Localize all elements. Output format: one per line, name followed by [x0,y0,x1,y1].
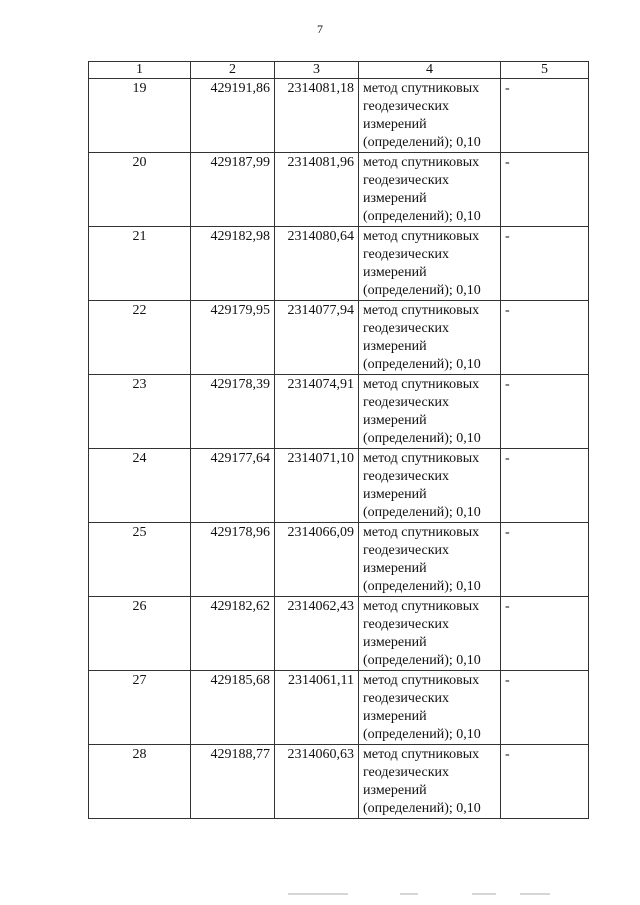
cell-description: - [501,301,589,375]
cell-coordinate-y: 2314074,91 [275,375,359,449]
table-row [89,597,589,671]
coordinates-table [88,61,589,819]
cell-coordinate-y: 2314062,43 [275,597,359,671]
cell-coordinate-y: 2314060,63 [275,745,359,819]
cell-coordinate-y: 2314081,18 [275,79,359,153]
header-col-4: 4 [359,62,501,79]
cell-point-number: 19 [89,79,191,153]
header-col-3: 3 [275,62,359,79]
table-row [89,301,589,375]
cell-coordinate-x: 429178,96 [191,523,275,597]
cell-point-number: 27 [89,671,191,745]
cell-coordinate-x: 429188,77 [191,745,275,819]
table-body [89,79,589,819]
cell-coordinate-x: 429191,86 [191,79,275,153]
cell-description: - [501,449,589,523]
cell-coordinate-x: 429182,62 [191,597,275,671]
table-header-row [89,62,589,79]
header-col-5: 5 [501,62,589,79]
cell-method: метод спутниковых геодезических измерений (определений); 0,10 [359,153,501,227]
table-row [89,227,589,301]
cell-point-number: 22 [89,301,191,375]
cell-coordinate-y: 2314077,94 [275,301,359,375]
cell-point-number: 21 [89,227,191,301]
scan-artifact [472,893,496,895]
cell-method: метод спутниковых геодезических измерений (определений); 0,10 [359,523,501,597]
cell-method: метод спутниковых геодезических измерений (определений); 0,10 [359,449,501,523]
cell-point-number: 23 [89,375,191,449]
cell-description: - [501,671,589,745]
cell-description: - [501,597,589,671]
cell-point-number: 25 [89,523,191,597]
cell-coordinate-x: 429185,68 [191,671,275,745]
table-row [89,745,589,819]
cell-description: - [501,523,589,597]
scan-artifact [288,893,348,895]
cell-coordinate-y: 2314066,09 [275,523,359,597]
cell-point-number: 28 [89,745,191,819]
cell-coordinate-y: 2314081,96 [275,153,359,227]
table-row [89,153,589,227]
cell-point-number: 26 [89,597,191,671]
cell-coordinate-x: 429177,64 [191,449,275,523]
cell-coordinate-x: 429178,39 [191,375,275,449]
table-row [89,79,589,153]
cell-coordinate-x: 429187,99 [191,153,275,227]
table-row [89,523,589,597]
cell-coordinate-y: 2314080,64 [275,227,359,301]
scan-artifact [400,893,418,895]
table-row [89,375,589,449]
cell-description: - [501,153,589,227]
table-row [89,449,589,523]
cell-coordinate-x: 429182,98 [191,227,275,301]
cell-point-number: 24 [89,449,191,523]
cell-description: - [501,375,589,449]
cell-description: - [501,79,589,153]
table-row [89,671,589,745]
cell-method: метод спутниковых геодезических измерений (определений); 0,10 [359,301,501,375]
cell-description: - [501,227,589,301]
header-col-2: 2 [191,62,275,79]
cell-method: метод спутниковых геодезических измерений (определений); 0,10 [359,227,501,301]
scan-artifact [520,893,550,895]
cell-method: метод спутниковых геодезических измерений (определений); 0,10 [359,79,501,153]
cell-point-number: 20 [89,153,191,227]
cell-description: - [501,745,589,819]
cell-coordinate-y: 2314061,11 [275,671,359,745]
cell-method: метод спутниковых геодезических измерений (определений); 0,10 [359,745,501,819]
cell-method: метод спутниковых геодезических измерений (определений); 0,10 [359,597,501,671]
cell-method: метод спутниковых геодезических измерений (определений); 0,10 [359,375,501,449]
cell-coordinate-y: 2314071,10 [275,449,359,523]
page-number: 7 [317,22,323,36]
cell-method: метод спутниковых геодезических измерений (определений); 0,10 [359,671,501,745]
cell-coordinate-x: 429179,95 [191,301,275,375]
header-col-1: 1 [89,62,191,79]
